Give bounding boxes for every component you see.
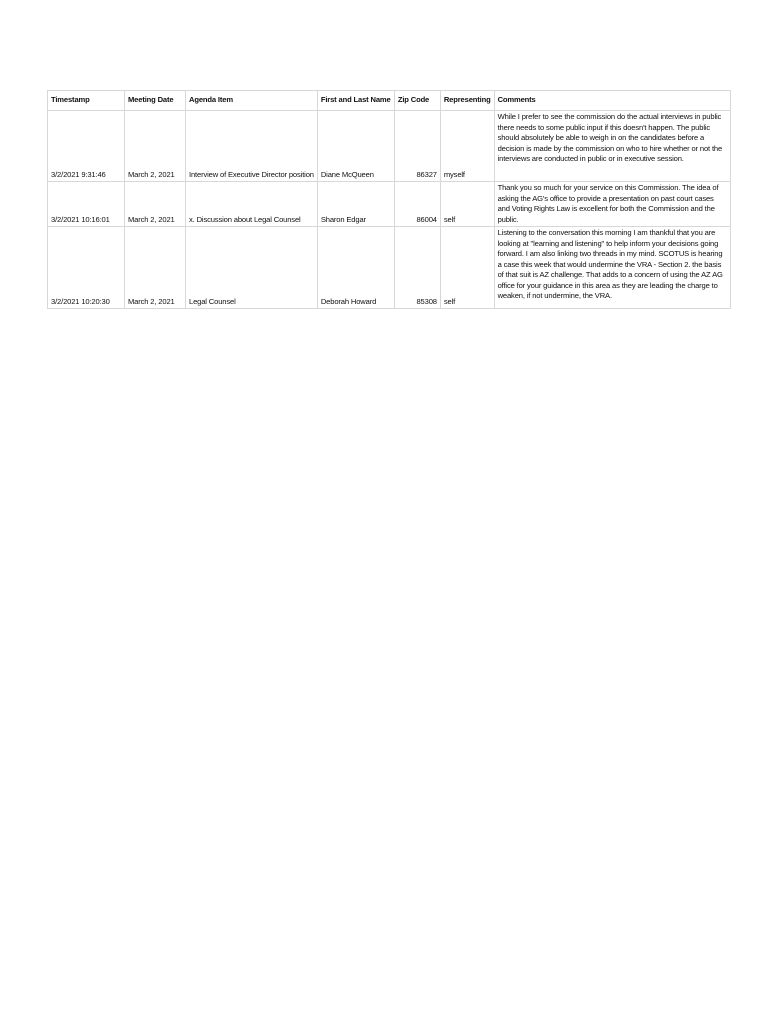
cell-meeting-date: March 2, 2021: [125, 111, 186, 182]
header-comments: Comments: [494, 91, 730, 111]
cell-comments: While I prefer to see the commission do the actual interviews in public there needs to some public input if this doesn't happen. The public should absolutely be able to weigh in on the candidates before a decision is made by the commission on who to hire whether or not the interviews are conducted in public or in executive session.: [494, 111, 730, 182]
cell-timestamp: 3/2/2021 10:20:30: [48, 227, 125, 309]
header-zip-code: Zip Code: [394, 91, 440, 111]
cell-zip-code: 86327: [394, 111, 440, 182]
cell-comments: Thank you so much for your service on this Commission. The idea of asking the AG's office to provide a presentation on past court cases and Voting Rights Law is excellent for both the Commission and the public.: [494, 182, 730, 227]
cell-agenda-item: x. Discussion about Legal Counsel: [186, 182, 318, 227]
cell-agenda-item: Legal Counsel: [186, 227, 318, 309]
cell-timestamp: 3/2/2021 9:31:46: [48, 111, 125, 182]
cell-representing: self: [440, 182, 494, 227]
header-agenda-item: Agenda Item: [186, 91, 318, 111]
header-timestamp: Timestamp: [48, 91, 125, 111]
cell-meeting-date: March 2, 2021: [125, 227, 186, 309]
cell-zip-code: 86004: [394, 182, 440, 227]
cell-agenda-item: Interview of Executive Director position: [186, 111, 318, 182]
cell-name: Diane McQueen: [317, 111, 394, 182]
comments-table: [47, 90, 731, 309]
cell-timestamp: 3/2/2021 10:16:01: [48, 182, 125, 227]
cell-representing: self: [440, 227, 494, 309]
cell-comments: Listening to the conversation this morning I am thankful that you are looking at "learning and listening" to help inform your decisions going forward. I am also linking two threads in my mind. SCOTUS is hearing a case this week that would undermine the VRA - Section 2. the basis of that suit is AZ challenge. That adds to a concern of using the AZ AG office for your guidance in this area as they are leading the charge to weaken, if not undermine, the VRA.: [494, 227, 730, 309]
header-row: [48, 91, 731, 111]
table-row: [48, 227, 731, 309]
cell-representing: myself: [440, 111, 494, 182]
header-representing: Representing: [440, 91, 494, 111]
header-meeting-date: Meeting Date: [125, 91, 186, 111]
cell-name: Deborah Howard: [317, 227, 394, 309]
cell-name: Sharon Edgar: [317, 182, 394, 227]
table-row: [48, 182, 731, 227]
cell-zip-code: 85308: [394, 227, 440, 309]
cell-meeting-date: March 2, 2021: [125, 182, 186, 227]
table-row: [48, 111, 731, 182]
header-name: First and Last Name: [317, 91, 394, 111]
